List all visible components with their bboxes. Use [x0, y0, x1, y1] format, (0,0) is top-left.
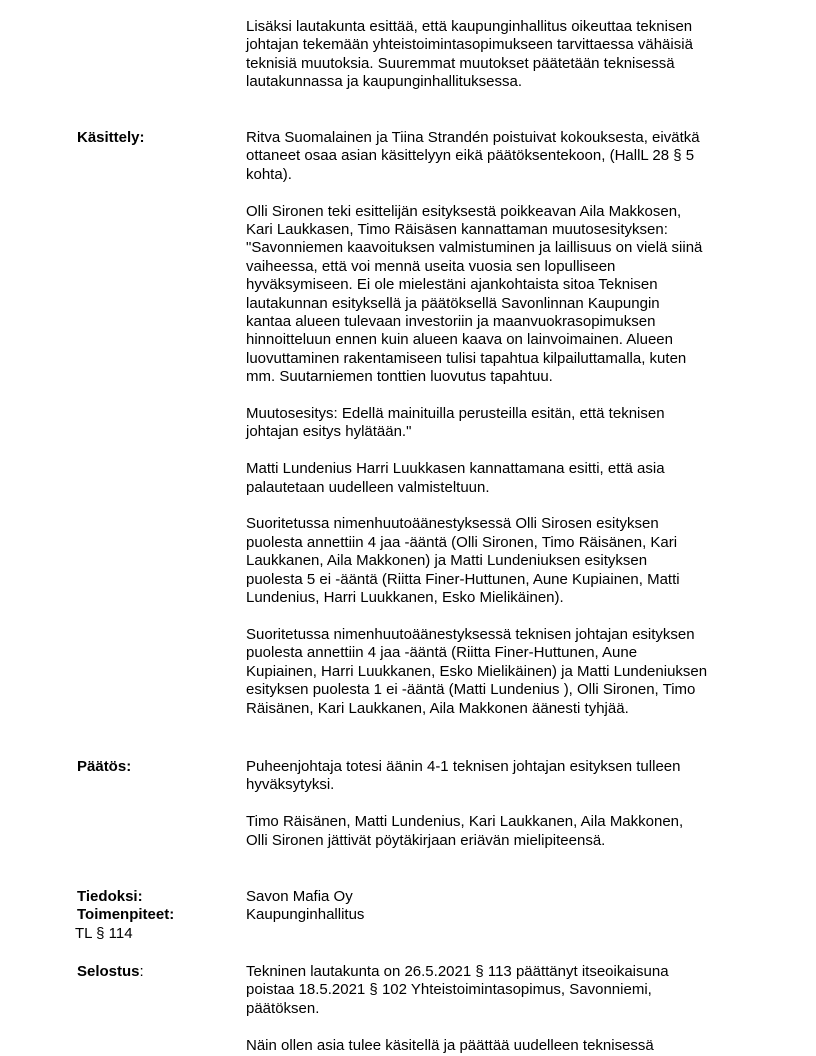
tiedoksi-labels — [77, 888, 174, 925]
recipient: Savon Mafia Oy — [246, 888, 353, 905]
kasittely-content — [246, 129, 736, 718]
tiedoksi-label: Tiedoksi: — [77, 888, 143, 905]
recipient: Kaupunginhallitus — [246, 906, 365, 924]
selostus-paragraph: Näin ollen asia tulee käsitellä ja päättää uudelleen teknisessä — [246, 1036, 654, 1054]
intro-paragraph — [246, 18, 726, 92]
reference-number: TL § 114 — [75, 924, 133, 942]
paatos-paragraph: Puheenjohtaja totesi äänin 4-1 teknisen johtajan esityksen tulleen hyväksytyksi. — [246, 758, 681, 794]
kasittely-paragraph: Suoritetussa nimenhuutoäänestyksessä teknisen johtajan esityksen puolesta annettiin 4 jaa -ääntä (Riitta Finer-Huttunen, Aune Kupiainen, Harri Luukkanen, Esko Mielikäinen) ja Matti Lundeniuksen esityksen puolesta 1 ei -ääntä (Matti Lundenius ), Olli Sironen, Timo Räisänen, Kari Laukkanen, Aila Makkonen äänesti tyhjää. — [246, 625, 708, 717]
kasittely-paragraph: Suoritetussa nimenhuutoäänestyksessä Olli Sirosen esityksen puolesta annettiin 4 jaa -ääntä (Olli Sironen, Timo Räisänen, Kari Laukkanen, Aila Makkonen) ja Matti Lundeniuksen esityksen puolesta 5 ei -ääntä (Riitta Finer-Huttunen, Aune Kupiainen, Matti Lundenius, Harri Luukkanen, Esko Mielikäinen). — [246, 515, 680, 607]
selostus-label-group — [77, 963, 144, 981]
selostus-paragraph: Tekninen lautakunta on 26.5.2021 § 113 päättänyt itseoikaisuna poistaa 18.5.2021 § 102 Yhteistoimintasopimus, Savonniemi, päätöksen. — [246, 963, 669, 1017]
toimenpiteet-label: Toimenpiteet: — [77, 906, 175, 924]
kasittely-paragraph: Olli Sironen teki esittelijän esityksestä poikkeavan Aila Makkosen, Kari Laukkasen, Timo Räisäsen kannattaman muutosesityksen: "Savonniemen kaavoituksen valmistuminen ja laillisuus on vielä siinä vaiheessa, että voi mennä useita vuosia sen lopulliseen hyväksymiseen. Ei ole mielestäni ajankohtaista sitoa Teknisen lautakunnan esityksellä ja päätöksellä Savonlinnan Kaupungin kantaa alueen tulevaan investoriin ja maanvuokrasopimuksen hinnoitteluun ennen kuin alueen kaava on lainvoimainen. Alueen luovuttaminen rakentamiseen tulisi tapahtua kilpailuttamalla, kuten mm. Suutarniemen tonttien luovutus tapahtuu. — [246, 202, 703, 386]
intro-text: Lisäksi lautakunta esittää, että kaupunginhallitus oikeuttaa teknisen johtajan tekemään yhteistoimintasopimukseen tarvittaessa vähäisiä teknisiä muutoksia. Suuremmat muutokset päätetään teknisessä lautakunnassa ja kaupunginhallituksessa. — [246, 18, 693, 91]
paatos-paragraph: Timo Räisänen, Matti Lundenius, Kari Laukkanen, Aila Makkonen, Olli Sironen jättivät pöytäkirjaan eriävän mielipiteensä. — [246, 813, 684, 849]
kasittely-paragraph: Muutosesitys: Edellä mainituilla perusteilla esitän, että teknisen johtajan esitys hylätään." — [246, 405, 665, 441]
paatos-label: Päätös: — [77, 758, 132, 775]
kasittely-paragraph: Matti Lundenius Harri Luukkasen kannattamana esitti, että asia palautetaan uudelleen valmisteltuun. — [246, 460, 665, 496]
kasittely-paragraph: Ritva Suomalainen ja Tiina Strandén poistuivat kokouksesta, eivätkä ottaneet osaa asian käsittelyyn eikä päätöksentekoon, (HallL 28 § 5 kohta). — [246, 129, 700, 183]
selostus-content — [246, 963, 736, 1055]
selostus-label-colon: : — [139, 963, 144, 980]
tiedoksi-content — [246, 888, 736, 925]
kasittely-label: Käsittely: — [77, 129, 145, 146]
paatos-content — [246, 758, 736, 850]
selostus-label: Selostus — [77, 963, 140, 980]
